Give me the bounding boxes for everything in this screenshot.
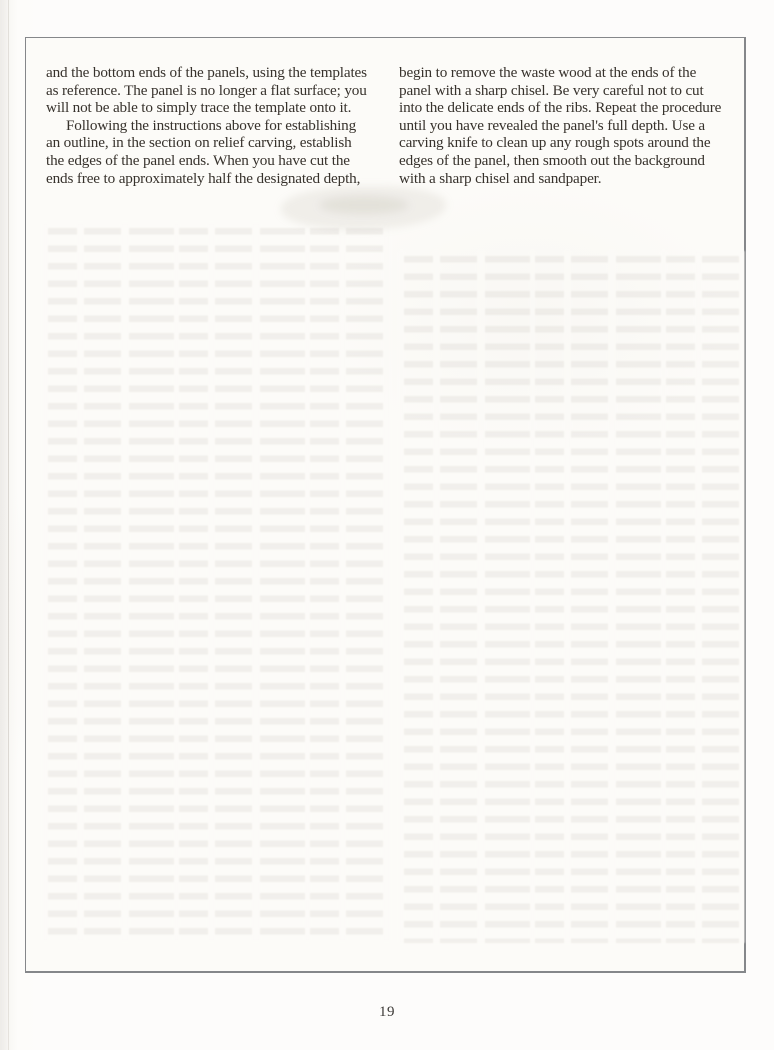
showthrough-ghost-title	[281, 186, 446, 230]
text-line: panel with a sharp chisel. Be very careful not to cut	[399, 81, 704, 99]
text-line: will not be able to simply trace the template onto it.	[46, 99, 352, 117]
text-line: begin to remove the waste wood at the ends of the	[399, 64, 697, 81]
text-line: with a sharp chisel and sandpaper.	[399, 169, 602, 187]
text-column-left	[46, 64, 367, 187]
text-line: and the bottom ends of the panels, using the templates	[46, 64, 367, 81]
text-line: an outline, in the section on relief carving, establish	[46, 134, 352, 152]
text-line: edges of the panel, then smooth out the background	[399, 151, 705, 169]
text-column-right	[399, 64, 721, 187]
showthrough-ghost-text-left	[43, 223, 390, 941]
text-line: Following the instructions above for establishing	[66, 116, 357, 134]
text-line: as reference. The panel is no longer a flat surface; you	[46, 81, 367, 99]
text-line: until you have revealed the panel's full depth. Use a	[399, 116, 706, 134]
text-line: the edges of the panel ends. When you have cut the	[46, 151, 350, 169]
page-number: 19	[379, 1004, 395, 1020]
showthrough-ghost-text-right	[399, 251, 745, 943]
scan-page-edge	[8, 0, 9, 1050]
text-line: ends free to approximately half the designated depth,	[46, 169, 361, 187]
text-line: carving knife to clean up any rough spots around the	[399, 134, 711, 152]
text-line: into the delicate ends of the ribs. Repeat the procedure	[399, 99, 722, 117]
page-border-frame	[25, 37, 746, 973]
